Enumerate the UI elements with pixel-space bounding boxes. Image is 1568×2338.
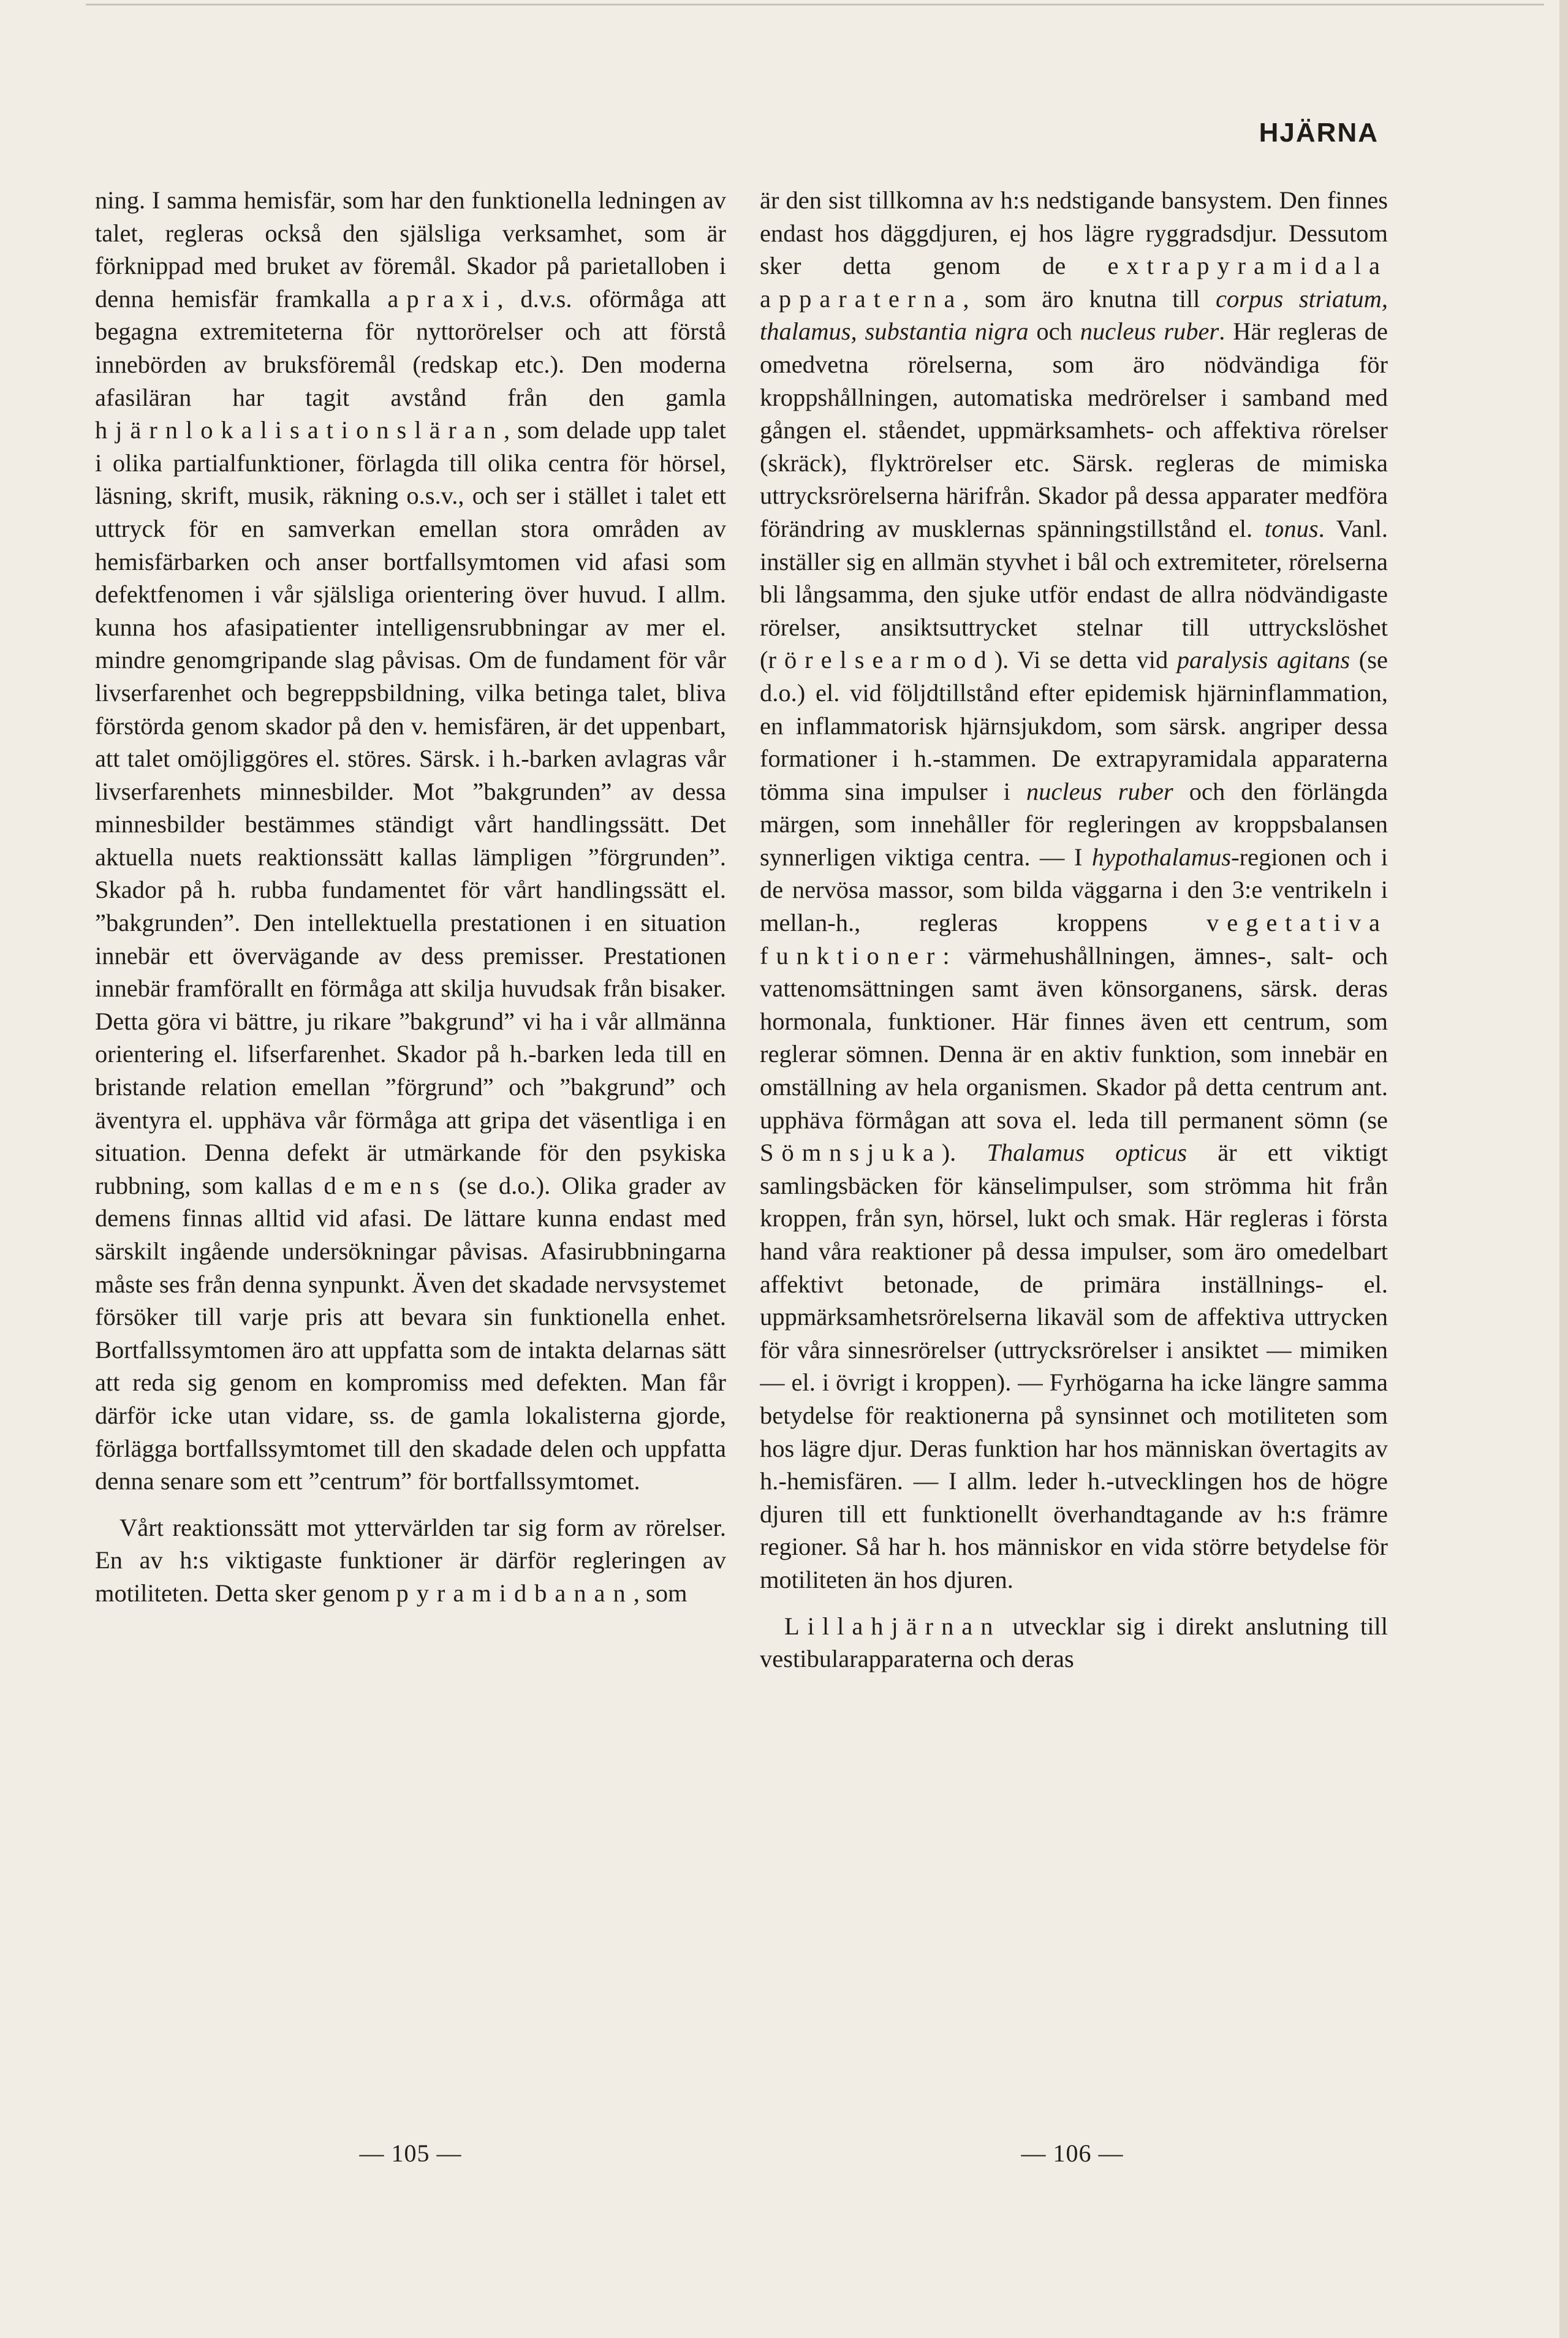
spaced-term: demens (324, 1171, 447, 1199)
text-run: -regionen och i de nervösa massor, som bilda väggarna i den 3:e ventrikeln i mellan-h., regleras kroppens (760, 843, 1388, 937)
page-number-right: — 106 — (1021, 2139, 1124, 2167)
running-head: HJÄRNA (1259, 118, 1379, 148)
right-paragraph-2 (760, 1610, 1388, 1676)
text-run: , som delade upp talet i olika partialfunktioner, förlagda till olika centra för hörsel, läsning, skrift, musik, räkning o.s.v., och ser i stället i talet ett uttryck för en samverkan emellan stora områden av hemisfärbarken och anser bortfallsymtomen vid afasi som defektfenomen i vår själsliga orientering över huvud. I allm. kunna hos afasipatienter intelligensrubbningar av mer el. mindre genomgripande slag påvisas. Om de fundament för vår livserfarenhet och begreppsbildning, vilka betinga talet, bliva förstörda genom skador på den v. hemisfären, är det uppenbart, att talet omöjliggöres el. störes. Särsk. i h.-barken avlagras vår livserfarenhets minnesbilder. Mot ”bakgrunden” av dessa minnesbilder bestämmes ständigt vårt handlingssätt. Det aktuella nuets reaktionssätt kallas lämpligen ”förgrunden”. Skador på h. rubba fundamentet för vårt handlingssätt el. ”bakgrunden”. Den intellektuella prestationen i en situation innebär ett övervägande av dess premisser. Prestationen innebär framförallt en förmåga att skilja huvudsak från bisaker. Detta göra vi bättre, ju rikare ”bakgrund” vi ha i vår allmänna orientering el. lifserfarenhet. Skador på h.-barken leda till en bristande relation emellan ”förgrund” och ”bakgrund” och äventyra el. upphäva vår förmåga att gripa det väsentliga i en situation. Denna defekt är utmärkande för den psykiska rubbning, som kallas (95, 416, 726, 1199)
text-run: ). (941, 1139, 987, 1167)
italic-term: Thalamus opticus (987, 1139, 1187, 1167)
italic-term: hypothalamus (1091, 843, 1232, 871)
italic-term: corpus striatum, thalamus, substantia nigra (760, 284, 1388, 346)
italic-term: nucleus ruber (1080, 317, 1219, 346)
text-run: , som (633, 1579, 687, 1607)
text-run: : värmehushållningen, ämnes-, salt- och vattenomsättningen samt även könsorganens, särsk. deras hormonala, funktioner. Här finnes även ett centrum, som reglerar sömnen. Denna är en aktiv funktion, som innebär en omställning av hela organismen. Skador på detta centrum ant. upphäva förmågan att sova el. leda till permanent sömn (se (760, 941, 1388, 1134)
text-run: och den förlängda märgen, som innehåller för regleringen av kroppsbalansen synnerligen viktiga centra. — I (760, 777, 1388, 871)
right-paragraph-1 (760, 184, 1388, 1596)
left-paragraph-1 (95, 184, 726, 1498)
italic-term: paralysis agitans (1176, 646, 1350, 674)
left-paragraph-2 (95, 1511, 726, 1610)
spaced-term: apraxi (387, 284, 498, 313)
text-run: är den sist tillkomna av h:s nedstigande bansystem. Den finnes endast hos däggdjuren, ej hos lägre ryggradsdjur. Dessutom sker detta genom de (760, 186, 1388, 280)
spaced-term: hjärnlokalisationsläran (95, 416, 504, 444)
text-run: utvecklar sig i direkt anslutning till vestibularapparaterna och deras (760, 1612, 1388, 1673)
italic-term: tonus (1264, 514, 1319, 542)
text-run: ning. I samma hemisfär, som har den funktionella ledningen av talet, regleras också den själsliga verksamhet, som är förknippad med bruket av föremål. Skador på parietalloben i denna hemisfär framkalla (95, 186, 726, 313)
text-run: (se d.o.). Olika grader av demens finnas alltid vid afasi. De lättare kunna endast med särskilt ingående undersökningar påvisas. Afasirubbningarna måste ses från denna synpunkt. Även det skadade nervsystemet försöker till varje pris att bevara sin funktionella enhet. Bortfallssymtomen äro att uppfatta som de intakta delarnas sätt att reda sig genom en kompromiss med defekten. Man får därför icke utan vidare, ss. de gamla lokalisterna gjorde, förlägga bortfallssymtomet till den skadade delen och uppfatta denna senare som ett ”centrum” för bortfallssymtomet. (95, 1171, 726, 1495)
left-column (95, 184, 726, 2114)
page-top-edge (86, 4, 1544, 6)
spaced-term: Lillahjärnan (784, 1612, 1001, 1640)
spaced-term: extrapyramidala apparaterna (760, 252, 1388, 313)
spaced-term: Sömnsjuka (760, 1139, 942, 1167)
text-run: , som äro knutna till (963, 284, 1216, 313)
text-run: är ett viktigt samlingsbäcken för känselimpulser, som strömma hit från kroppen, från syn, hörsel, lukt och smak. Här regleras i första hand våra reaktioner på dessa impulser, som äro omedelbart affektivt betonade, de primära inställnings- el. uppmärksamhetsrörelserna likaväl som de affektiva uttrycken för våra sinnesrörelser (uttrycksrörelser i ansiktet — mimiken — el. i övrigt i kroppen). — Fyrhögarna ha icke längre samma betydelse för reaktionerna på synsinnet och motiliteten som hos lägre djur. Deras funktion har hos människan övertagits av h.-hemisfären. — I allm. leder h.-utvecklingen hos de högre djuren till ett funktionellt överhandtagande av h:s främre regioner. Så har h. hos människor en vida större betydelse för motiliteten än hos djuren. (760, 1139, 1388, 1593)
text-run: och (1028, 317, 1080, 346)
text-run: . Här regleras de omedvetna rörelserna, som äro nödvändiga för kroppshållningen, automatiska medrörelser i samband med gången el. ståendet, uppmärksamhets- och affektiva rörelser (skräck), flyktrörelser etc. Särsk. regleras de mimiska uttrycksrörelserna härifrån. Skador på dessa apparater medföra förändring av musklernas spänningstillstånd el. (760, 317, 1388, 542)
page-right-edge (1559, 0, 1568, 2338)
page-number-left: — 105 — (359, 2139, 462, 2167)
right-column (760, 184, 1388, 2114)
text-run: , d.v.s. oförmåga att begagna extremiteterna för nyttorörelser och att förstå innebörden av bruksföremål (redskap etc.). Den moderna afasiläran har tagit avstånd från den gamla (95, 284, 726, 411)
text-run: (se d.o.) el. vid följdtillstånd efter epidemisk hjärninflammation, en inflammatorisk hjärnsjukdom, som särsk. angriper dessa formationer i h.-stammen. De extrapyramidala apparaterna tömma sina impulser i (760, 646, 1388, 805)
text-run: . Vanl. inställer sig en allmän styvhet i bål och extremiteter, rörelserna bli långsamma, den sjuke utför endast de allra nödvändigaste rörelser, ansiktsuttrycket stelnar till uttryckslöshet ( (760, 514, 1388, 674)
spaced-term: vegetativa funktioner (760, 909, 1388, 970)
spaced-term: pyramidbanan (396, 1579, 634, 1607)
text-run: ). Vi se detta vid (994, 646, 1177, 674)
italic-term: nucleus ruber (1026, 777, 1173, 805)
text-run: Vårt reaktionssätt mot yttervärlden tar sig form av rörelser. En av h:s viktigaste funktioner är därför regleringen av motiliteten. Detta sker genom (95, 1513, 726, 1607)
spaced-term: rörelsearmod (768, 646, 994, 674)
